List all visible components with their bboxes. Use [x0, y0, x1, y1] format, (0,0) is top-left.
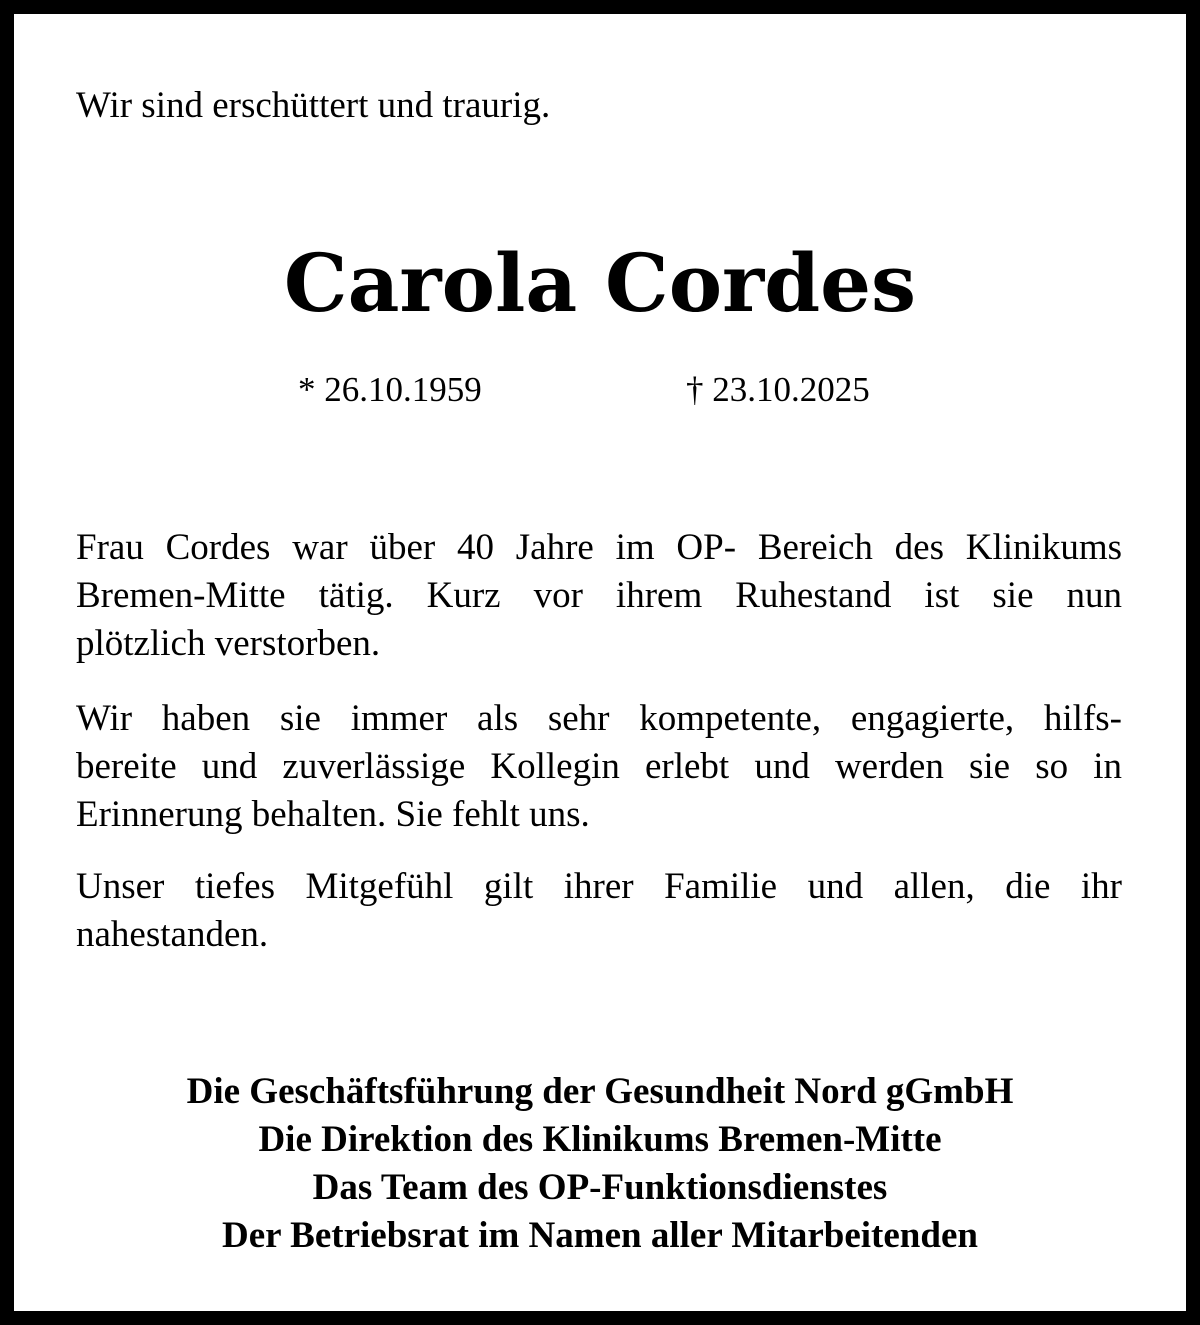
obituary-notice	[14, 14, 1186, 1311]
paragraph-career	[76, 524, 1122, 668]
signatory-op-team: Das Team des OP-Funktionsdienstes	[312, 1167, 888, 1208]
paragraph-tribute	[76, 695, 1122, 839]
paragraph-line: nahestanden.	[76, 914, 269, 955]
signatory-management: Die Geschäftsführung der Gesundheit Nord gGmbH	[186, 1071, 1014, 1112]
intro-line: Wir sind erschüttert und traurig.	[76, 85, 551, 126]
paragraph-line: Frau Cordes war über 40 Jahre im OP- Bereich des Klinikums	[76, 527, 1122, 568]
deceased-name: Carola Cordes	[283, 236, 917, 330]
paragraph-line: Wir haben sie immer als sehr kompetente, engagierte, hilfs-	[76, 698, 1122, 739]
paragraph-line: bereite und zuverlässige Kollegin erlebt und werden sie so in	[76, 746, 1122, 787]
paragraph-line: Unser tiefes Mitgefühl gilt ihrer Familie und allen, die ihr	[76, 866, 1122, 907]
paragraph-condolence	[76, 863, 1122, 959]
death-date: † 23.10.2025	[686, 370, 870, 409]
signatory-directorate: Die Direktion des Klinikums Bremen-Mitte	[258, 1119, 942, 1160]
paragraph-line: Bremen-Mitte tätig. Kurz vor ihrem Ruhestand ist sie nun	[76, 575, 1122, 616]
signatory-works-council: Der Betriebsrat im Namen aller Mitarbeitenden	[222, 1215, 978, 1256]
birth-date: * 26.10.1959	[298, 370, 482, 409]
paragraph-line: Erinnerung behalten. Sie fehlt uns.	[76, 794, 590, 835]
signatories	[14, 1068, 1186, 1260]
paragraph-line: plötzlich verstorben.	[76, 623, 381, 664]
